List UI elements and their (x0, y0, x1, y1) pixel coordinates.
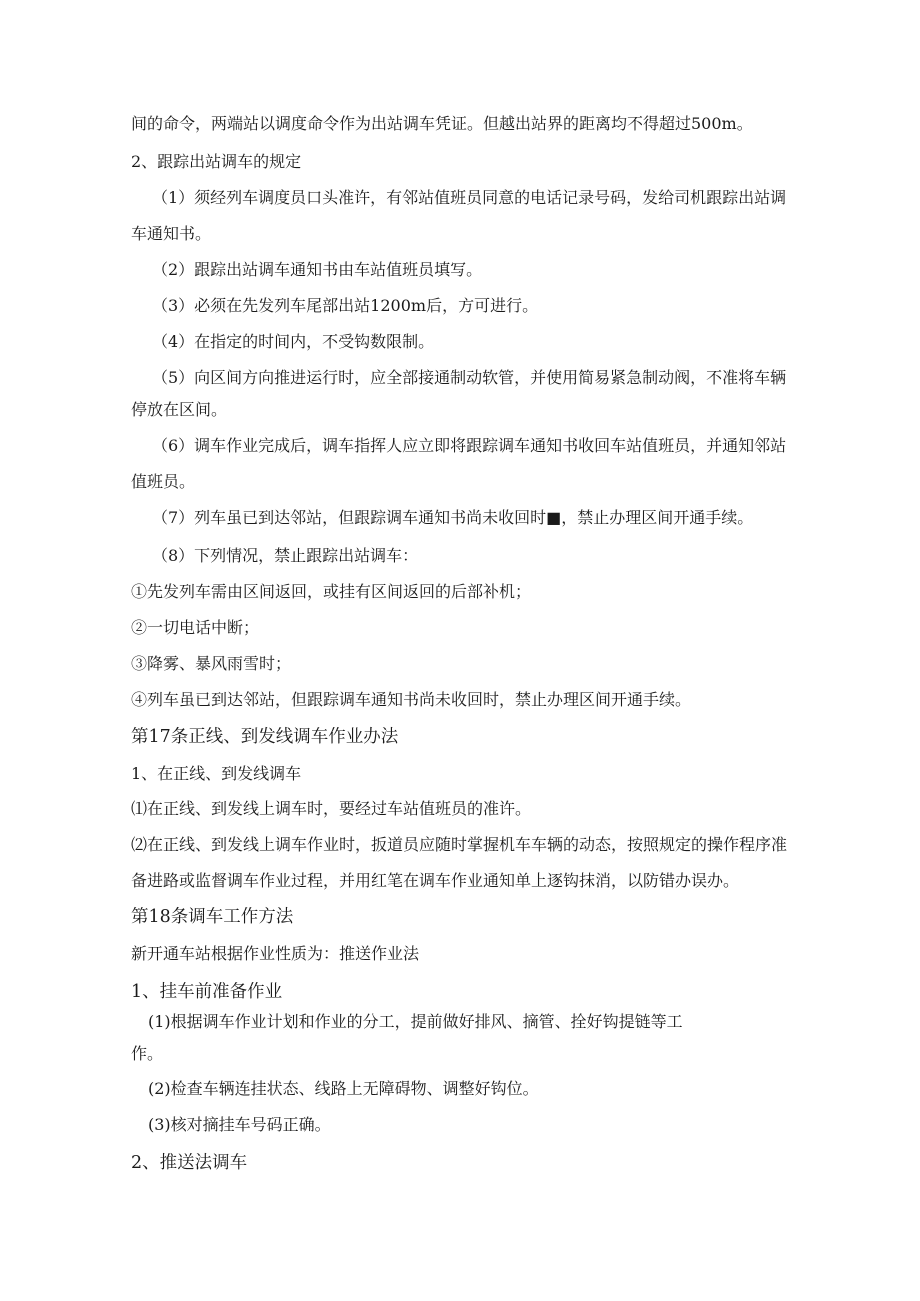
text-line: 车通知书。 (131, 224, 212, 243)
text-line: ⑵在正线、到发线上调车作业时，扳道员应随时掌握机车车辆的动态，按照规定的操作程序准 (131, 835, 788, 854)
text-line: 备进路或监督调车作业过程，并用红笔在调车作业通知单上逐钩抹消，以防错办误办。 (131, 871, 740, 890)
text-line: 间的命令，两端站以调度命令作为出站调车凭证。但越出站界的距离均不得超过500m。 (131, 114, 753, 133)
text-line: （6）调车作业完成后，调车指挥人应立即将跟踪调车通知书收回车站值班员，并通知邻站 (152, 436, 787, 455)
text-line: 作。 (131, 1044, 164, 1063)
text-line: （1）须经列车调度员口头准许，有邻站值班员同意的电话记录号码，发给司机跟踪出站调 (152, 188, 787, 207)
text-line: （7）列车虽已到达邻站，但跟踪调车通知书尚未收回时■，禁止办理区间开通手续。 (152, 508, 754, 527)
text-line: (3)核对摘挂车号码正确。 (148, 1115, 331, 1134)
text-line: 值班员。 (131, 472, 196, 491)
text-line: 新开通车站根据作业性质为：推送作业法 (131, 944, 420, 963)
text-line: (1)根据调车作业计划和作业的分工，提前做好排风、摘管、拴好钩提链等工 (148, 1012, 683, 1031)
list-item: ④列车虽已到达邻站，但跟踪调车通知书尚未收回时，禁止办理区间开通手续。 (131, 690, 692, 709)
section-heading: 1、在正线、到发线调车 (131, 764, 302, 783)
text-line: 停放在区间。 (131, 400, 228, 419)
list-item: ①先发列车需由区间返回，或挂有区间返回的后部补机； (131, 582, 532, 601)
article-heading: 第18条调车工作方法 (131, 907, 294, 927)
section-heading: 1、挂车前准备作业 (131, 982, 283, 1002)
article-heading: 第17条正线、到发线调车作业办法 (131, 727, 399, 747)
text-line: ⑴在正线、到发线上调车时，要经过车站值班员的准许。 (131, 799, 532, 818)
list-item: ②一切电话中断； (131, 618, 260, 637)
text-line: （2）跟踪出站调车通知书由车站值班员填写。 (152, 260, 483, 279)
text-line: （3）必须在先发列车尾部出站1200m后，方可进行。 (152, 296, 539, 315)
section-heading: 2、推送法调车 (131, 1153, 248, 1173)
list-item: ③降雾、暴风雨雪时； (131, 654, 292, 673)
text-line: (2)检查车辆连挂状态、线路上无障碍物、调整好钩位。 (148, 1079, 539, 1098)
text-line: （8）下列情况，禁止跟踪出站调车： (152, 546, 419, 565)
text-line: （5）向区间方向推进运行时，应全部接通制动软管，并使用简易紧急制动阀，不准将车辆 (152, 368, 787, 387)
section-heading: 2、跟踪出站调车的规定 (131, 152, 302, 171)
text-line: （4）在指定的时间内，不受钩数限制。 (152, 332, 435, 351)
